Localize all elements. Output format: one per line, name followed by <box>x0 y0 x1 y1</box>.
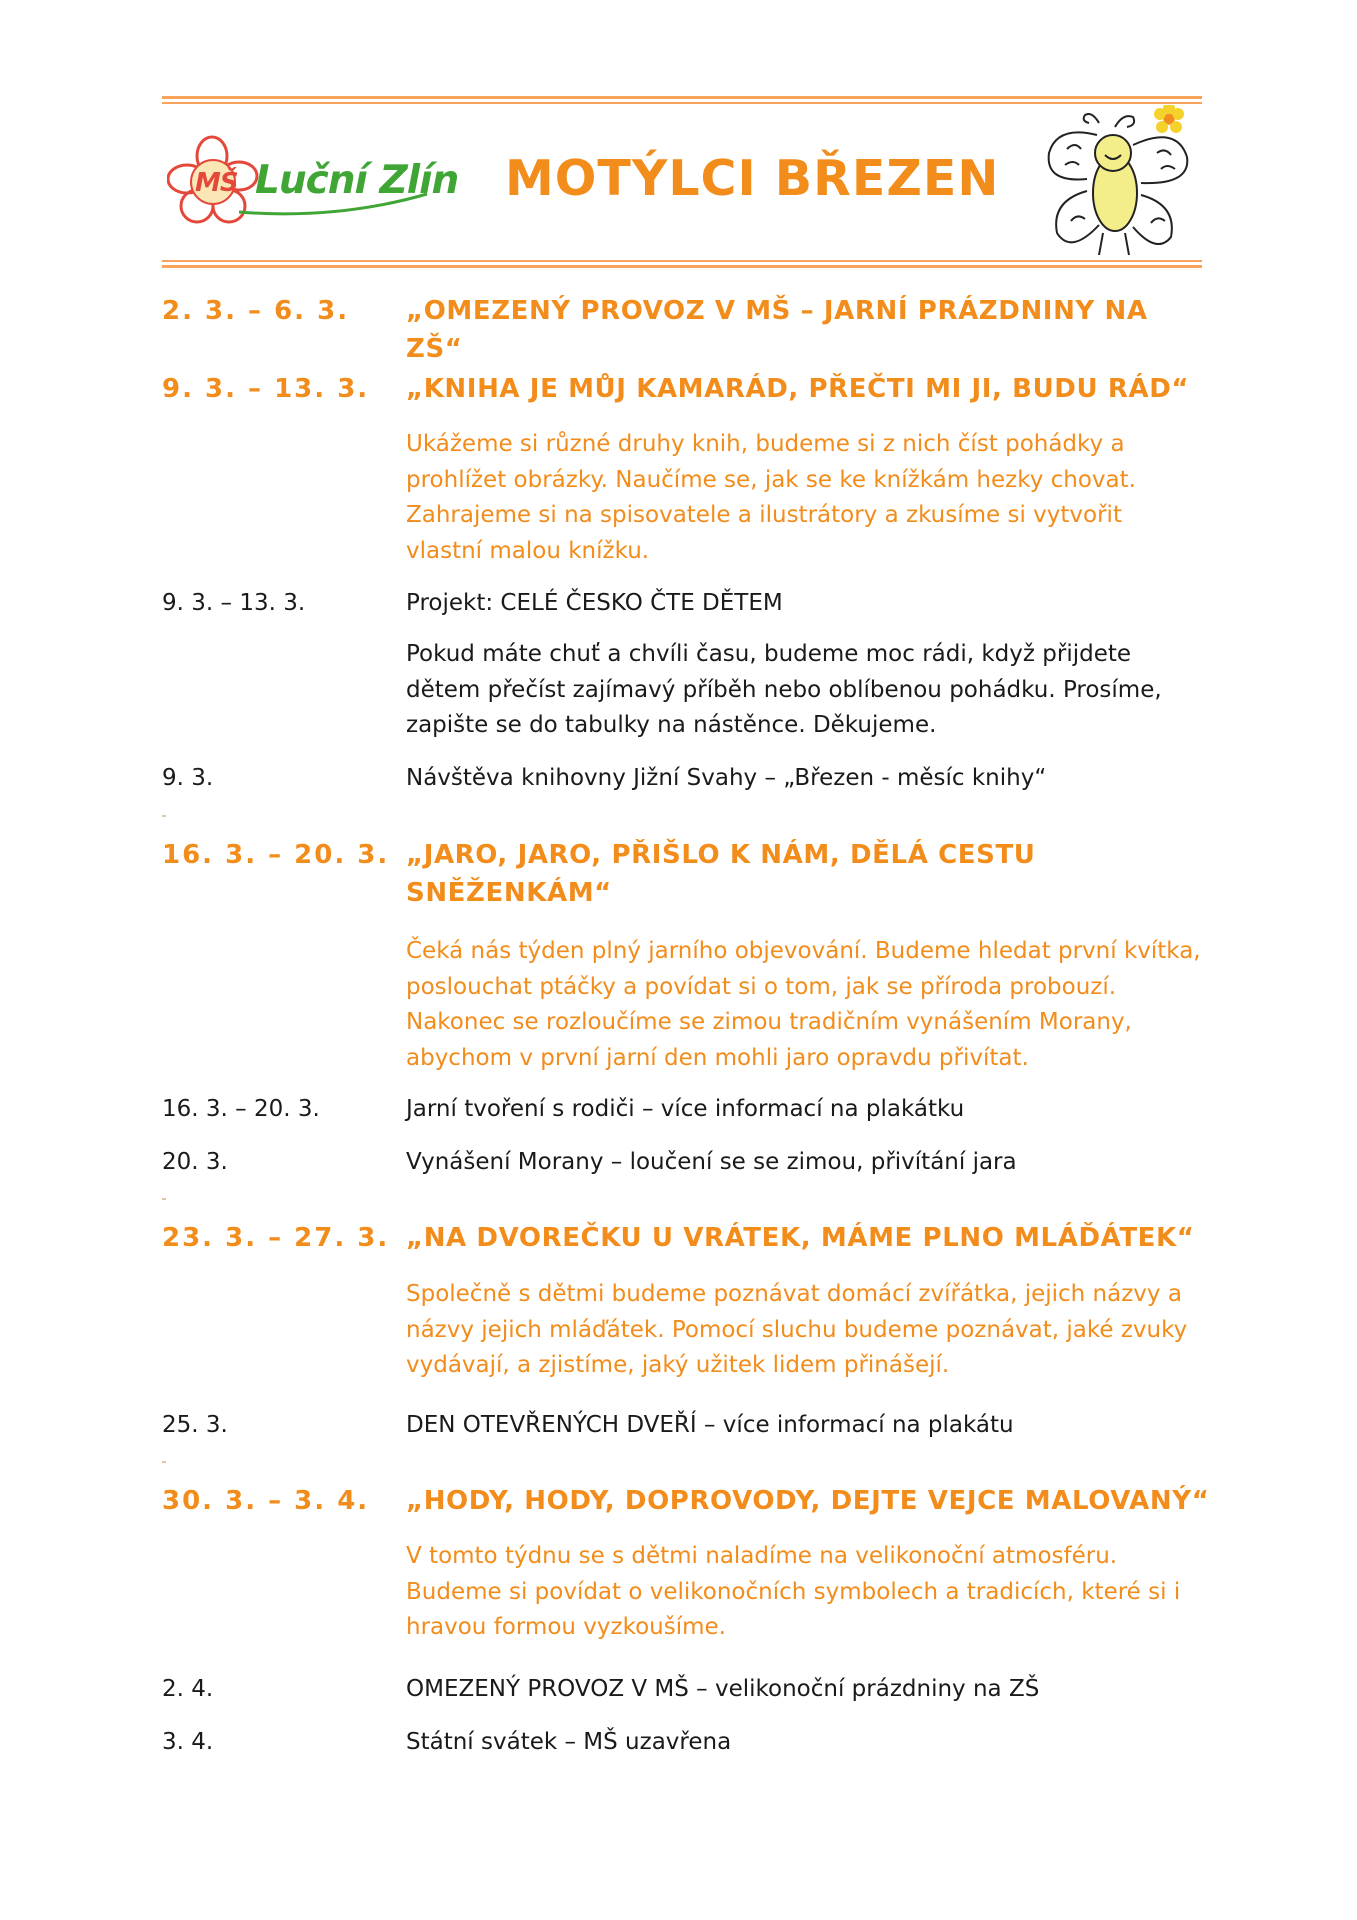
event-date: 9. 3. – 13. 3. <box>162 590 306 616</box>
week-date: 30. 3. – 3. 4. <box>162 1486 370 1516</box>
separator-dot <box>162 1461 166 1463</box>
event-date: 16. 3. – 20. 3. <box>162 1096 320 1122</box>
logo-badge: MŠ <box>195 168 238 198</box>
week-date: 9. 3. – 13. 3. <box>162 374 370 404</box>
week-theme: „KNIHA JE MŮJ KAMARÁD, PŘEČTI MI JI, BUDU RÁD“ <box>406 374 1190 404</box>
event-text: Návštěva knihovny Jižní Svahy – „Březen - měsíc knihy“ <box>406 765 1047 791</box>
week-theme: „OMEZENÝ PROVOZ V MŠ – JARNÍ PRÁZDNINY NA ZŠ“ <box>406 296 1148 364</box>
event-text: Jarní tvoření s rodiči – více informací na plakátku <box>406 1096 965 1122</box>
event-text: Projekt: CELÉ ČESKO ČTE DĚTEM <box>406 590 783 616</box>
week-description: Čeká nás týden plný jarního objevování. Budeme hledat první kvítka, poslouchat ptáčky a povídat si o tom, jak se příroda probouzí. Nakonec se rozloučíme se zimou tradičním vynášením Morany, abychom v první jarní den mohli jaro opravdu přivítat. <box>406 938 1201 1071</box>
week-theme: „JARO, JARO, PŘIŠLO K NÁM, DĚLÁ CESTU SNĚŽENKÁM“ <box>406 840 1036 908</box>
event-description: Pokud máte chuť a chvíli času, budeme moc rádi, když přijdete dětem přečíst zajímavý příběh nebo oblíbenou pohádku. Prosíme, zapište se do tabulky na nástěnce. Děkujeme. <box>406 641 1162 738</box>
event-text: Státní svátek – MŠ uzavřena <box>406 1729 732 1755</box>
event-text: DEN OTEVŘENÝCH DVEŘÍ – více informací na plakátu <box>406 1412 1014 1438</box>
week-theme: „NA DVOREČKU U VRÁTEK, MÁME PLNO MLÁĎÁTEK“ <box>406 1223 1195 1253</box>
page-title: MOTÝLCI BŘEZEN <box>505 150 1000 207</box>
event-date: 2. 4. <box>162 1676 214 1702</box>
event-text: OMEZENÝ PROVOZ V MŠ – velikonoční prázdniny na ZŠ <box>406 1676 1040 1702</box>
event-date: 20. 3. <box>162 1149 228 1175</box>
week-description: V tomto týdnu se s dětmi naladíme na velikonoční atmosféru. Budeme si povídat o velikonočních symbolech a tradicích, které si i hravou formou vyzkoušíme. <box>406 1543 1181 1640</box>
butterfly-icon <box>1037 105 1202 265</box>
page-header <box>162 100 1202 265</box>
week-theme: „HODY, HODY, DOPROVODY, DEJTE VEJCE MALOVANÝ“ <box>406 1486 1210 1516</box>
week-date: 16. 3. – 20. 3. <box>162 840 390 870</box>
week-description: Společně s dětmi budeme poznávat domácí zvířátka, jejich názvy a názvy jejich mláďátek. Pomocí sluchu budeme poznávat, jaké zvuky vydávají, a zjistíme, jaký užitek lidem přinášejí. <box>406 1281 1188 1378</box>
week-date: 2. 3. – 6. 3. <box>162 296 350 326</box>
week-date: 23. 3. – 27. 3. <box>162 1223 390 1253</box>
event-date: 9. 3. <box>162 765 214 791</box>
logo-name: Luční Zlín <box>255 158 459 203</box>
week-description: Ukážeme si různé druhy knih, budeme si z nich číst pohádky a prohlížet obrázky. Naučíme se, jak se ke knížkám hezky chovat. Zahrajeme si na spisovatele a ilustrátory a zkusíme si vytvořit vlastní malou knížku. <box>406 431 1136 564</box>
event-date: 3. 4. <box>162 1729 214 1755</box>
separator-dot <box>162 815 166 817</box>
event-text: Vynášení Morany – loučení se se zimou, přivítání jara <box>406 1149 1017 1175</box>
school-logo <box>167 134 457 234</box>
separator-dot <box>162 1198 166 1200</box>
event-date: 25. 3. <box>162 1412 228 1438</box>
butterfly-illustration <box>1037 105 1202 265</box>
